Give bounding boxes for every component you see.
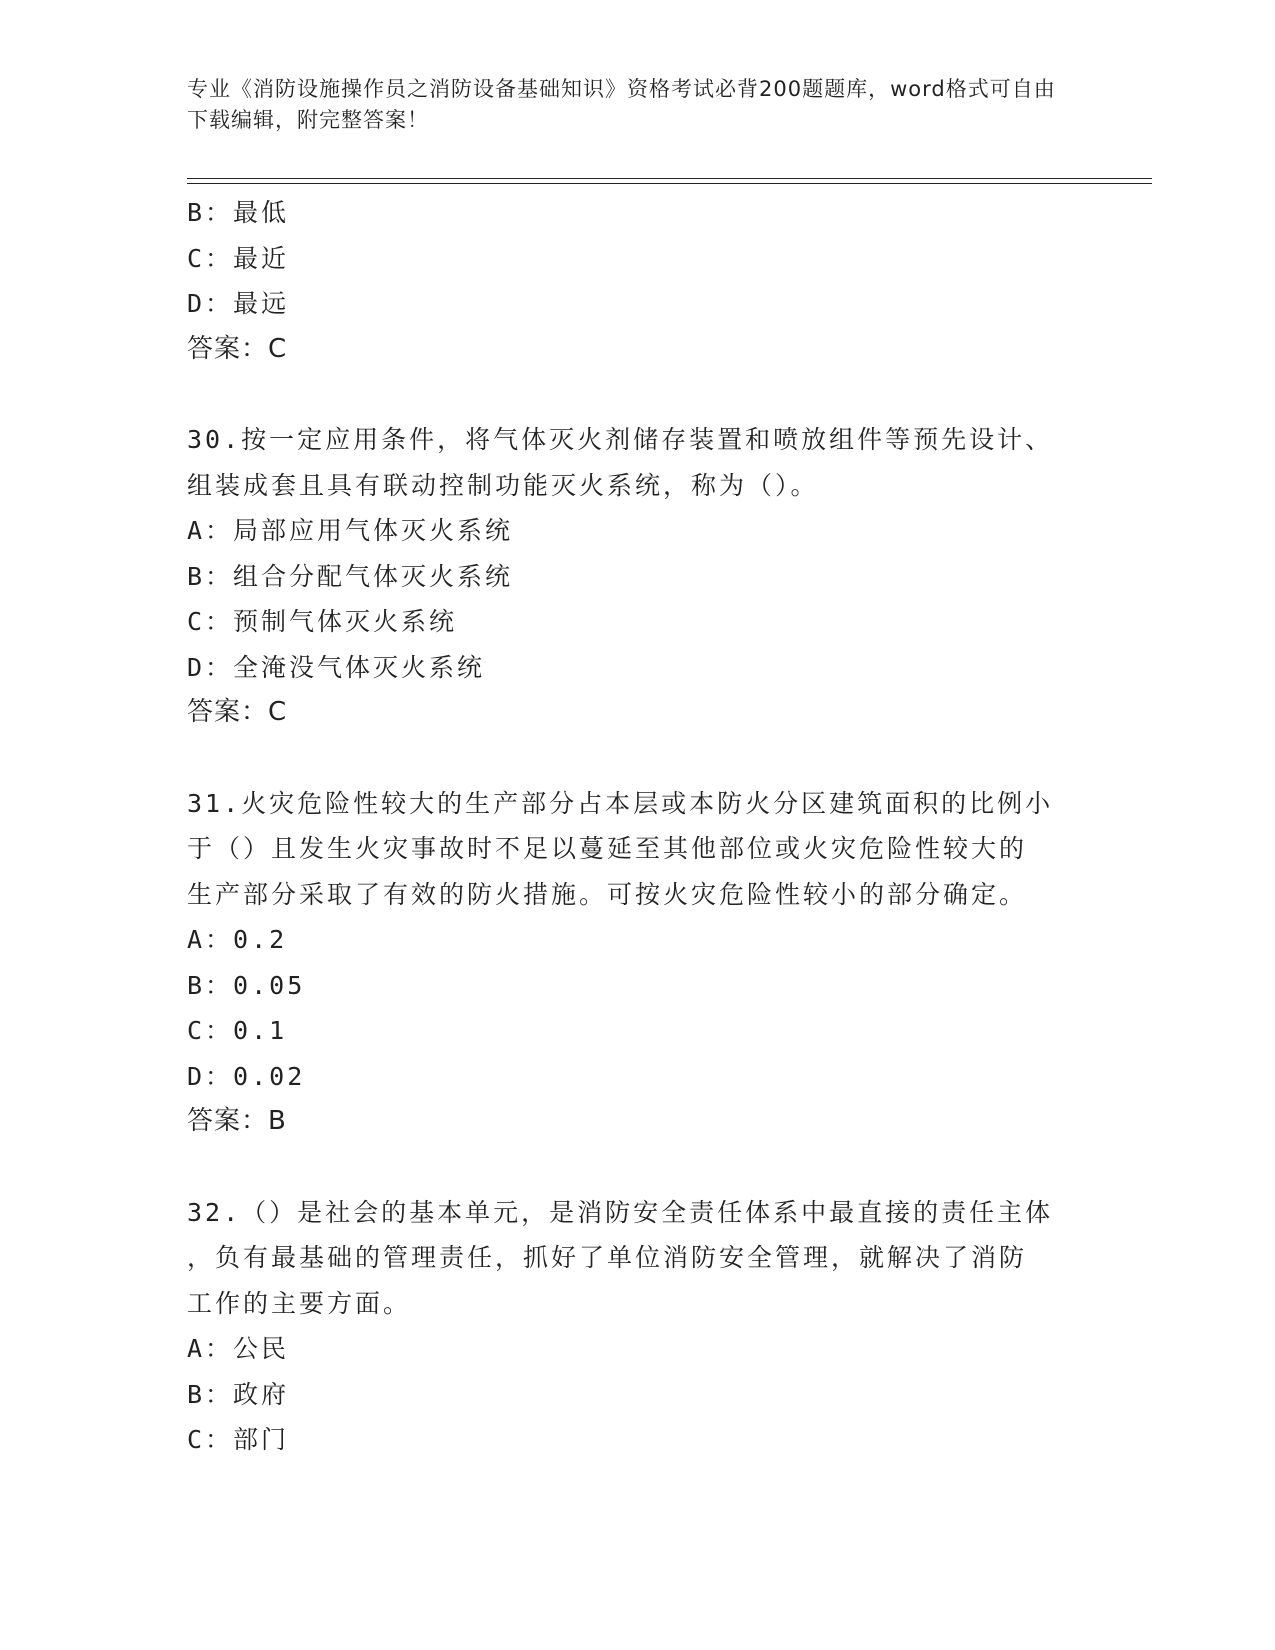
question-stem: 生产部分采取了有效的防火措施。可按火灾危险性较小的部分确定。 [187,879,1028,909]
answer: 答案：B [187,1106,287,1136]
option: C：0.1 [187,1016,288,1045]
question-stem: 31.火灾危险性较大的生产部分占本层或本防火分区建筑面积的比例小 [187,788,1054,818]
option: C：部门 [187,1425,290,1454]
option: D：最远 [187,289,290,318]
question-stem: 工作的主要方面。 [187,1288,412,1318]
header-divider-thin [187,183,1152,184]
question-29-continued [187,190,1087,372]
question-stem: ，负有最基础的管理责任，抓好了单位消防安全管理，就解决了消防 [187,1243,1028,1272]
option: A：公民 [187,1334,290,1363]
option: B：组合分配气体灭火系统 [187,561,514,591]
question-stem: 32.（）是社会的基本单元，是消防安全责任体系中最直接的责任主体 [187,1197,1054,1227]
question-list [187,190,1087,1463]
option: D：0.02 [187,1061,306,1091]
option: A：0.2 [187,925,288,954]
question-stem: 30.按一定应用条件，将气体灭火剂储存装置和喷放组件等预先设计、 [187,425,1054,454]
question-31 [187,781,1087,1145]
document-header: 专业《消防设施操作员之消防设备基础知识》资格考试必背200题题库，word格式可自由下载编辑，附完整答案！ [187,77,1056,132]
question-stem: 于（）且发生火灾事故时不足以蔓延至其他部位或火灾危险性较大的 [187,834,1028,863]
answer: 答案：C [187,697,288,727]
question-stem: 组装成套且具有联动控制功能灭火系统，称为（）。 [187,470,819,500]
option: B：政府 [187,1379,290,1409]
option: B：最低 [187,198,290,227]
option: B：0.05 [187,970,306,1000]
option: C：最近 [187,243,290,273]
question-30 [187,417,1087,736]
header-divider [187,178,1152,179]
option: D：全淹没气体灭火系统 [187,652,486,682]
question-32 [187,1190,1087,1463]
answer: 答案：C [187,333,288,364]
option: A：局部应用气体灭火系统 [187,516,514,545]
option: C：预制气体灭火系统 [187,607,458,636]
